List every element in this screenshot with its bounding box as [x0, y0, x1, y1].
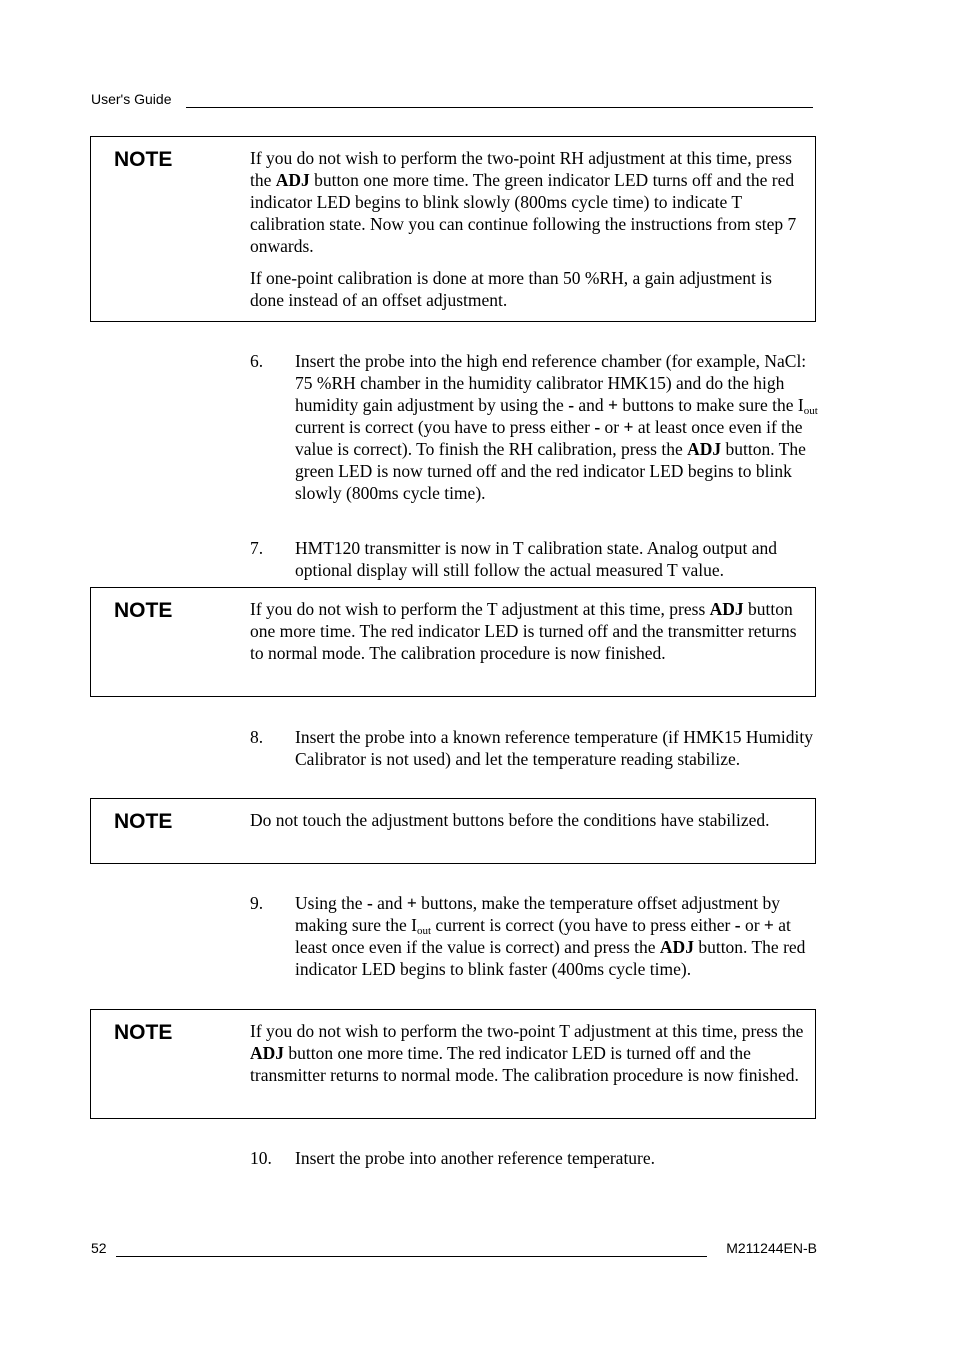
step-6 [250, 350, 820, 504]
note-box [90, 1009, 816, 1119]
step-text: Insert the probe into another reference temperature. [295, 1148, 656, 1168]
step-8 [250, 726, 820, 770]
note-body [250, 1020, 807, 1086]
note-paragraph [250, 1020, 807, 1086]
step-text: Insert the probe into the high end reference chamber (for example, NaCl: 75 %RH chamber in the humidity calibrator HMK15) and do the high humidity gain adjustment by using the - and + buttons to make sure the $I_{out}$ current is correct (you have to press either - or + at least once even if the value is correct). To finish the RH calibration, press the ADJ button. The green LED is now turned off and the red indicator LED begins to blink slowly (800ms cycle time). [295, 351, 818, 503]
note-paragraph: Do not touch the adjustment buttons before the conditions have stabilized. [250, 810, 770, 830]
adj-keyword: ADJ [275, 170, 310, 190]
step-10 [250, 1147, 820, 1169]
step-number: 6. [250, 351, 264, 371]
page-number: 52 [91, 1240, 107, 1256]
step-number: 7. [250, 538, 264, 558]
note-paragraph [250, 598, 807, 664]
step-9 [250, 892, 820, 980]
note-label: NOTE [114, 810, 173, 833]
note-text: If you do not wish to perform the two-point RH adjustment at this time, press the [250, 148, 792, 190]
step-number: 10. [250, 1148, 272, 1168]
note-box [90, 136, 816, 322]
note-label: NOTE [114, 148, 173, 171]
note-body [250, 147, 807, 311]
note-text: button one more time. The green indicator LED turns off and the red indicator LED begins to blink slowly (800ms cycle time) to indicate T calibration state. Now you can continue following the instructions from step 7 onwards. [250, 170, 797, 256]
header-rule [186, 107, 813, 108]
adj-keyword: ADJ [250, 1043, 285, 1063]
note-text: If you do not wish to perform the T adjustment at this time, press [250, 599, 710, 619]
document-code: M211244EN-B [726, 1240, 817, 1256]
step-text: Insert the probe into a known reference temperature (if HMK15 Humidity Calibrator is not used) and let the temperature reading stabilize. [295, 727, 814, 769]
step-number: 8. [250, 727, 264, 747]
step-number: 9. [250, 893, 264, 913]
note-box [90, 798, 816, 864]
footer-rule [116, 1256, 707, 1257]
running-header: User's Guide [91, 91, 172, 107]
note-body [250, 598, 807, 664]
note-paragraph: If one-point calibration is done at more than 50 %RH, a gain adjustment is done instead of an offset adjustment. [250, 268, 772, 310]
note-box [90, 587, 816, 697]
step-text: HMT120 transmitter is now in T calibration state. Analog output and optional display will still follow the actual measured T value. [295, 538, 777, 580]
note-paragraph [250, 147, 807, 257]
step-7 [250, 537, 820, 581]
note-text: button one more time. The red indicator LED is turned off and the transmitter returns to normal mode. The calibration procedure is now finished. [250, 599, 797, 663]
note-text: button one more time. The red indicator LED is turned off and the transmitter returns to normal mode. The calibration procedure is now finished. [250, 1043, 799, 1085]
note-label: NOTE [114, 599, 173, 622]
note-text: If you do not wish to perform the two-point T adjustment at this time, press the [250, 1021, 804, 1041]
adj-keyword: ADJ [709, 599, 744, 619]
step-text: Using the - and + buttons, make the temperature offset adjustment by making sure the $I_{out}$ current is correct (you have to press either - or + at least once even if the value is correct) and press the ADJ button. The red indicator LED begins to blink faster (400ms cycle time). [295, 893, 806, 979]
note-label: NOTE [114, 1021, 173, 1044]
note-body [250, 809, 807, 831]
